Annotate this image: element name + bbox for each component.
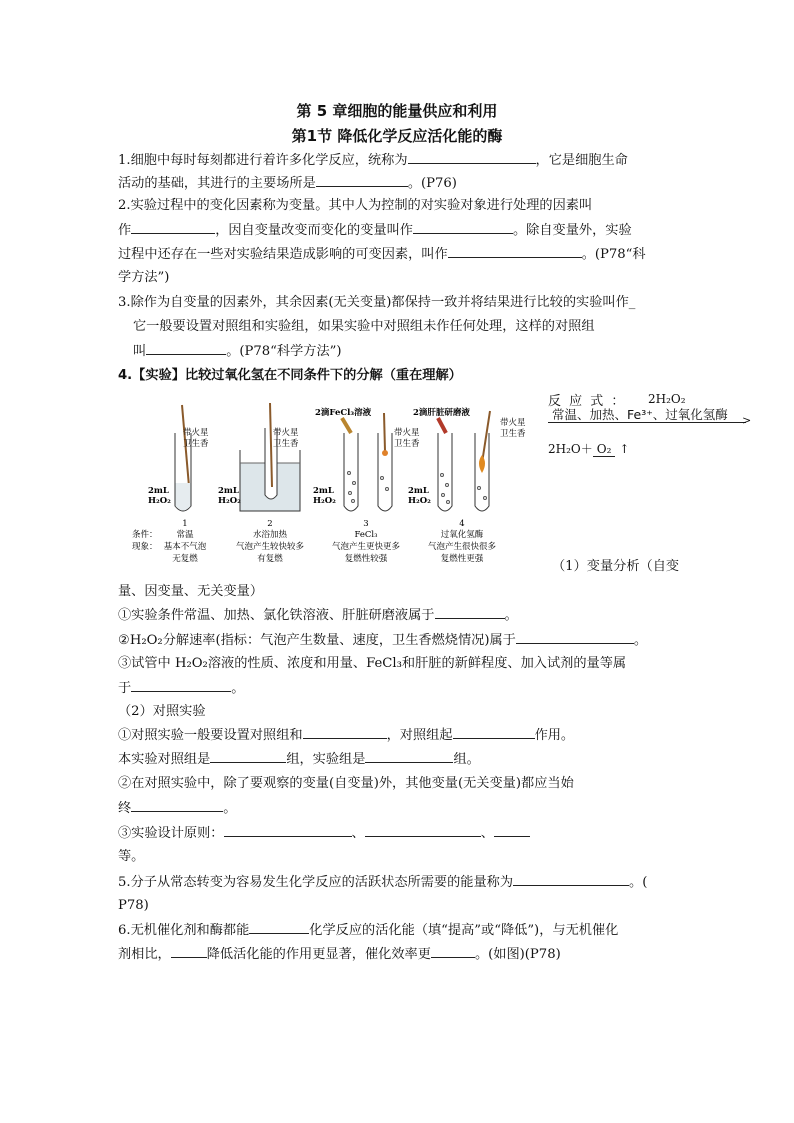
- condition-1: 常温: [176, 530, 194, 540]
- q6-text-a: 6.无机催化剂和酶都能: [118, 923, 250, 938]
- s1-item3b: [118, 678, 244, 699]
- tube-number-3: 3: [363, 519, 369, 529]
- q4-heading-text: 4.【实验】比较过氧化氢在不同条件下的分解（重在理解）: [118, 368, 462, 383]
- separator: 、: [480, 826, 494, 841]
- answer-blank[interactable]: [131, 678, 231, 692]
- s2-item1-text-a: ①对照实验一般要设置对照组和: [118, 728, 303, 743]
- q1-text-a: 1.细胞中每时每刻都进行着许多化学反应，统称为: [118, 153, 408, 168]
- q5-line1: [118, 872, 647, 893]
- equation-arrow-line: [548, 422, 746, 423]
- fecl3-drop-label: 2滴FeCl₃溶液: [315, 408, 372, 418]
- answer-blank[interactable]: [249, 920, 309, 934]
- q2-text-b: ，因自变量改变而变化的变量叫作: [215, 223, 413, 238]
- tube-number-2: 2: [267, 519, 273, 529]
- q5-line2: P78): [118, 898, 149, 913]
- s2-item2-text-b: 组，实验组是: [286, 752, 366, 767]
- phenomenon-4b: 复燃性更强: [440, 554, 484, 564]
- q2-text-e: 。(P78“科: [581, 247, 646, 262]
- s2-item3a: ②在对照实验中，除了要观察的变量(自变量)外，其他变量(无关变量)都应当始: [118, 776, 574, 791]
- incense-label-3: 带火星: [394, 428, 420, 438]
- answer-blank[interactable]: [448, 244, 582, 258]
- q4-heading: [118, 366, 462, 386]
- phenomenon-3a: 气泡产生更快更多: [331, 542, 401, 552]
- s1-item1-text: ①实验条件常温、加热、氯化铁溶液、肝脏研磨液属于: [118, 608, 435, 623]
- equation-product: [548, 440, 629, 457]
- condition-label: 条件：: [132, 530, 158, 540]
- answer-blank[interactable]: [224, 823, 352, 837]
- q1-text-b: ，它是细胞生命: [535, 153, 628, 168]
- q6-text-c: 剂相比，: [118, 947, 171, 962]
- gas-arrow: ↑: [619, 442, 630, 456]
- condition-2: 水浴加热: [252, 530, 288, 540]
- s1-item3b-text: 于: [118, 681, 132, 696]
- s1-item2-text: ②H₂O₂分解速率(指标：气泡产生数量、速度，卫生香燃烧情况)属于: [118, 633, 516, 648]
- phenomenon-label: 现象：: [132, 542, 158, 552]
- q3-line1: 3.除作为自变量的因素外，其余因素(无关变量)都保持一致并将结果进行比较的实验叫作_: [118, 295, 636, 310]
- s2-item1-text-b: ，对照组起: [386, 728, 453, 743]
- incense-label-3b: 卫生香: [394, 439, 420, 449]
- vol-label-2: 2mL: [218, 486, 239, 496]
- s2-item4-end: 等。: [118, 849, 145, 864]
- q6-text-e: 。(如图)(P78): [474, 947, 561, 962]
- q1-text-d: 。(P76): [407, 176, 457, 191]
- answer-blank[interactable]: [365, 823, 481, 837]
- s1-title-a: （1）变量分析（自变: [552, 559, 680, 574]
- q5-text-end: 。(: [629, 875, 648, 890]
- q1-line2: [118, 173, 457, 194]
- answer-blank[interactable]: [131, 220, 215, 234]
- s2-item1-text-c: 作用。: [534, 728, 575, 743]
- phenomenon-4a: 气泡产生很快很多: [427, 542, 497, 552]
- vol-label-3: 2mL: [313, 486, 334, 496]
- s2-item3b-text: 终: [118, 801, 132, 816]
- test-tube-3b: [378, 413, 392, 511]
- separator: 、: [351, 826, 365, 841]
- answer-blank[interactable]: [303, 725, 387, 739]
- answer-blank[interactable]: [494, 823, 530, 837]
- s1-item3a: ③试管中 H₂O₂溶液的性质、浓度和用量、FeCl₃和肝脏的新鲜程度、加入试剂的量等属: [118, 656, 627, 671]
- q6-text-d: 降低活化能的作用更显著，催化效率更: [206, 947, 431, 962]
- period: 。: [231, 681, 245, 696]
- answer-blank[interactable]: [513, 872, 629, 886]
- q5-text: 5.分子从常态转变为容易发生化学反应的活跃状态所需要的能量称为: [118, 875, 514, 890]
- incense-label-4b: 卫生香: [500, 429, 526, 439]
- q3-text-a: 叫: [133, 344, 147, 359]
- q2-text-a: 作: [118, 223, 132, 238]
- answer-blank[interactable]: [316, 173, 408, 187]
- q2-line3: [118, 244, 646, 265]
- h2o2-label-2: H₂O₂: [218, 496, 241, 506]
- q2-line2: [118, 220, 632, 241]
- period: 。: [504, 608, 518, 623]
- q1-line1: [118, 150, 628, 171]
- test-tube-3: [342, 418, 358, 511]
- q2-text-d: 过程中还存在一些对实验结果造成影响的可变因素，叫作: [118, 247, 448, 262]
- s2-title: （2）对照实验: [118, 704, 206, 719]
- phenomenon-2b: 有复燃: [257, 554, 283, 564]
- phenomenon-3b: 复燃性较强: [344, 554, 388, 564]
- incense-label-1: 带火星: [183, 428, 209, 438]
- answer-blank[interactable]: [435, 605, 505, 619]
- incense-label-4: 带火星: [500, 418, 526, 428]
- answer-blank[interactable]: [431, 944, 475, 958]
- test-tube-1: [175, 405, 191, 511]
- tube-number-1: 1: [182, 519, 188, 529]
- q2-line4: 学方法”): [118, 270, 170, 285]
- answer-blank[interactable]: [171, 944, 207, 958]
- equation-label: 反 应 式 ：: [548, 394, 627, 409]
- s2-item4-text: ③实验设计原则：: [118, 826, 224, 841]
- period: 。: [633, 633, 648, 648]
- q6-line1: [118, 920, 618, 941]
- phenomenon-2a: 气泡产生较快较多: [235, 542, 305, 552]
- s2-item4: [118, 823, 530, 844]
- answer-blank[interactable]: [210, 749, 286, 763]
- s2-item1: [118, 725, 574, 746]
- incense-label-2: 带火星: [273, 428, 299, 438]
- condition-3: FeCl₃: [354, 530, 378, 540]
- q1-text-c: 活动的基础，其进行的主要场所是: [118, 176, 316, 191]
- incense-label-1b: 卫生香: [183, 439, 209, 449]
- h2o2-label-4: H₂O₂: [408, 496, 431, 506]
- answer-blank[interactable]: [131, 798, 223, 812]
- chapter-title: 第 5 章细胞的能量供应和利用: [296, 102, 498, 120]
- equation-product-oxygen: O₂: [593, 442, 616, 457]
- s1-item1: [118, 605, 518, 626]
- test-tube-4: [438, 411, 490, 511]
- s1-title-b: 量、因变量、无关变量）: [118, 584, 264, 599]
- q3-line3: [133, 341, 342, 362]
- period: 。: [223, 801, 237, 816]
- liver-drop-label: 2滴肝脏研磨液: [413, 408, 470, 418]
- incense-label-2b: 卫生香: [273, 439, 299, 449]
- q3-line2: 它一般要设置对照组和实验组，如果实验中对照组未作任何处理，这样的对照组: [133, 319, 595, 334]
- equation-conditions: 常温、加热、Fe³⁺、过氧化氢酶: [552, 407, 728, 422]
- experiment-figure: [130, 403, 540, 568]
- s2-item3b: [118, 798, 236, 819]
- condition-4: 过氧化氢酶: [440, 530, 484, 540]
- equation-product-water: 2H₂O＋: [548, 442, 593, 456]
- q2-text-c: 。除自变量外，实验: [513, 223, 632, 238]
- s1-item2: [118, 630, 647, 651]
- tube-number-4: 4: [459, 519, 465, 529]
- q3-text-b: 。(P78“科学方法”): [226, 344, 342, 359]
- water-bath-beaker: [240, 403, 300, 511]
- section-title: 第1节 降低化学反应活化能的酶: [291, 127, 503, 145]
- q6-line2: [118, 944, 561, 965]
- answer-blank[interactable]: [453, 725, 535, 739]
- vol-label-4: 2mL: [408, 486, 429, 496]
- q6-text-b: 化学反应的活化能（填“提高”或“降低”)，与无机催化: [309, 923, 619, 938]
- answer-blank[interactable]: [146, 341, 226, 355]
- phenomenon-1a: 基本不气泡: [163, 542, 207, 552]
- equation-reactant: 2H₂O₂: [648, 392, 686, 406]
- s2-item2-text-c: 组。: [453, 752, 480, 767]
- answer-blank[interactable]: [365, 749, 453, 763]
- h2o2-label-3: H₂O₂: [313, 496, 336, 506]
- vol-label-1: 2mL: [148, 486, 169, 496]
- answer-blank[interactable]: [413, 220, 513, 234]
- q2-line1: 2.实验过程中的变化因素称为变量。其中人为控制的对实验对象进行处理的因素叫: [118, 198, 593, 213]
- answer-blank[interactable]: [408, 150, 536, 164]
- s2-item2-text-a: 本实验对照组是: [118, 752, 211, 767]
- s2-item2: [118, 749, 480, 770]
- equation-arrowhead: >: [742, 414, 752, 427]
- phenomenon-1b: 无复燃: [172, 554, 198, 564]
- h2o2-label-1: H₂O₂: [148, 496, 171, 506]
- answer-blank[interactable]: [516, 630, 634, 644]
